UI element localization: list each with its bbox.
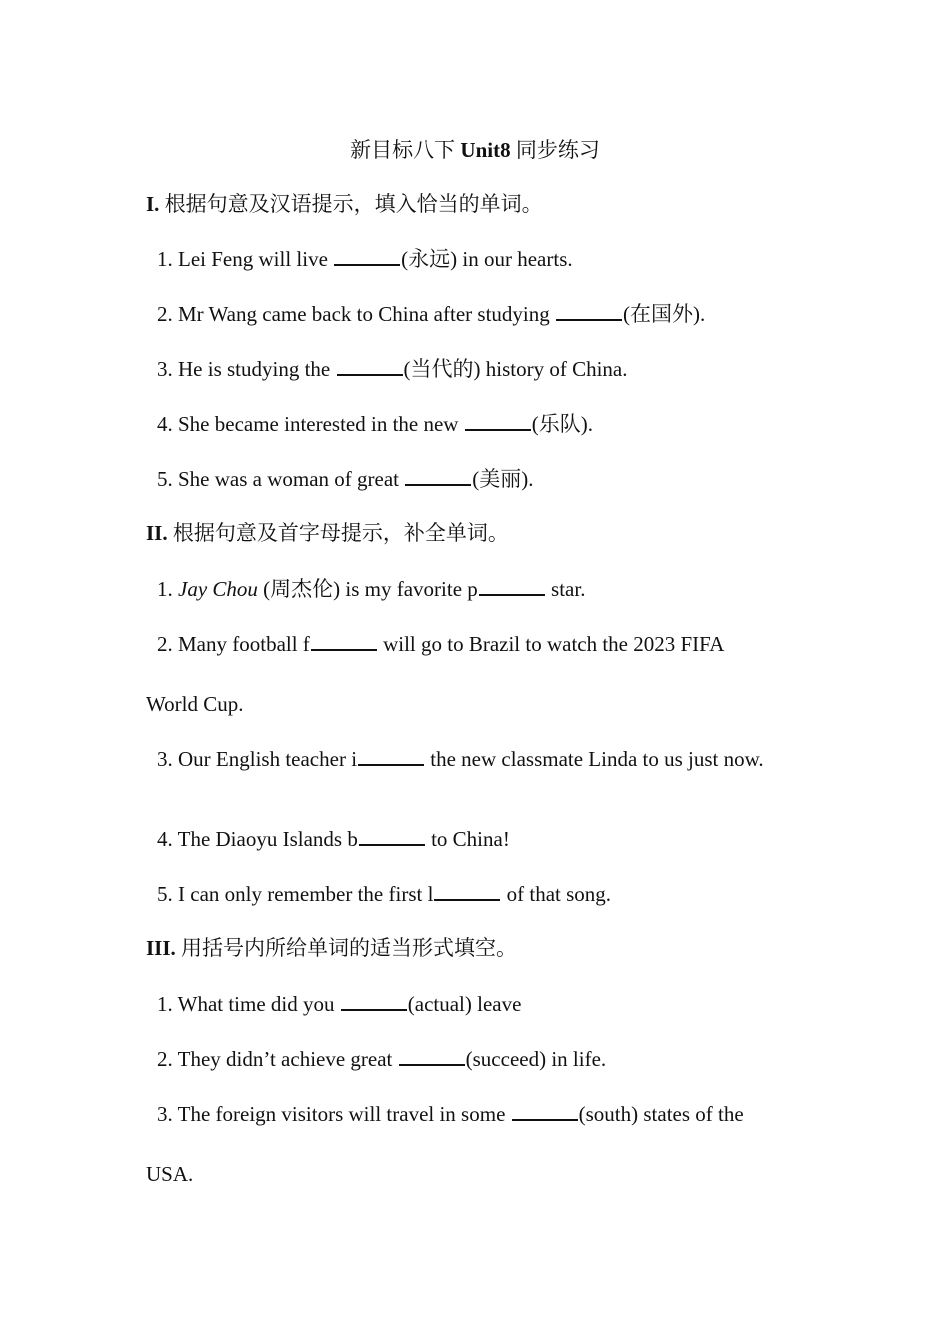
- section-2-heading: [146, 519, 509, 547]
- section-3-numeral: III.: [146, 936, 176, 960]
- answer-blank[interactable]: [465, 411, 531, 431]
- answer-blank[interactable]: [311, 631, 377, 651]
- section-1-instruction: 根据句意及汉语提示，填入恰当的单词。: [159, 192, 543, 216]
- answer-blank[interactable]: [341, 991, 407, 1011]
- item-text-after: (在国外).: [623, 302, 706, 326]
- answer-blank[interactable]: [556, 301, 622, 321]
- title-unit: Unit8: [460, 138, 511, 162]
- answer-blank[interactable]: [358, 746, 424, 766]
- section-2-item-1: [157, 575, 585, 603]
- section-2-item-3: [157, 745, 764, 773]
- section-3-instruction: 用括号内所给单词的适当形式填空。: [175, 936, 518, 960]
- answer-blank[interactable]: [337, 356, 403, 376]
- section-1-item-3: [157, 355, 627, 383]
- section-3-item-1: [157, 990, 521, 1018]
- item-number: 1.: [157, 577, 178, 601]
- section-1-numeral: I.: [146, 192, 160, 216]
- answer-blank[interactable]: [334, 246, 400, 266]
- section-2-item-2: [157, 630, 724, 658]
- item-text-after: (succeed) in life.: [465, 1047, 607, 1071]
- item-text-after: (乐队).: [531, 412, 593, 436]
- section-2-item-5: [157, 880, 611, 908]
- item-text-before: 3. The foreign visitors will travel in some: [157, 1102, 511, 1126]
- section-1-item-5: [157, 465, 534, 493]
- answer-blank[interactable]: [512, 1101, 578, 1121]
- item-text-before: 3. He is studying the: [157, 357, 336, 381]
- item-text-after: to China!: [425, 827, 510, 851]
- answer-blank[interactable]: [405, 466, 471, 486]
- answer-blank[interactable]: [434, 881, 500, 901]
- section-2-instruction: 根据句意及首字母提示，补全单词。: [167, 521, 509, 545]
- item-text-after: of that song.: [501, 882, 612, 906]
- item-text-after: the new classmate Linda to us just now.: [425, 747, 764, 771]
- section-3-item-3: [157, 1100, 744, 1128]
- item-text-after: (actual) leave: [407, 992, 522, 1016]
- item-text-before: 2. Mr Wang came back to China after studying: [157, 302, 555, 326]
- section-1-item-2: [157, 300, 705, 328]
- item-text-before: 3. Our English teacher i: [157, 747, 358, 771]
- item-text-before: 5. I can only remember the first l: [157, 882, 434, 906]
- section-3-heading: [146, 934, 517, 962]
- item-text-before: 1. Lei Feng will live: [157, 247, 334, 271]
- section-2-item-2-continuation: World Cup.: [146, 692, 244, 716]
- section-1-item-1: [157, 245, 573, 273]
- item-text-before: 4. The Diaoyu Islands b: [157, 827, 358, 851]
- item-text-after: will go to Brazil to watch the 2023 FIFA: [377, 632, 725, 656]
- item-italic-name: Jay Chou: [178, 577, 258, 601]
- section-1-item-4: [157, 410, 593, 438]
- item-text-before: 2. Many football f: [157, 632, 310, 656]
- answer-blank[interactable]: [359, 826, 425, 846]
- section-1-heading: [146, 190, 543, 218]
- page-title: [0, 136, 950, 164]
- item-text-after: (永远) in our hearts.: [401, 247, 573, 271]
- answer-blank[interactable]: [479, 576, 545, 596]
- title-suffix: 同步练习: [510, 138, 600, 162]
- section-3-item-3-continuation: USA.: [146, 1162, 194, 1186]
- item-text-after: (美丽).: [472, 467, 534, 491]
- item-text-after: (south) states of the: [578, 1102, 744, 1126]
- section-2-item-4: [157, 825, 510, 853]
- answer-blank[interactable]: [399, 1046, 465, 1066]
- item-text-after: star.: [545, 577, 586, 601]
- item-text-before: (周杰伦) is my favorite p: [257, 577, 478, 601]
- item-text-after: (当代的) history of China.: [403, 357, 628, 381]
- item-text-before: 1. What time did you: [157, 992, 340, 1016]
- item-text-before: 2. They didn’t achieve great: [157, 1047, 398, 1071]
- section-2-numeral: II.: [146, 521, 168, 545]
- item-text-before: 4. She became interested in the new: [157, 412, 464, 436]
- item-text-before: 5. She was a woman of great: [157, 467, 405, 491]
- title-prefix: 新目标八下: [350, 138, 461, 162]
- section-3-item-2: [157, 1045, 606, 1073]
